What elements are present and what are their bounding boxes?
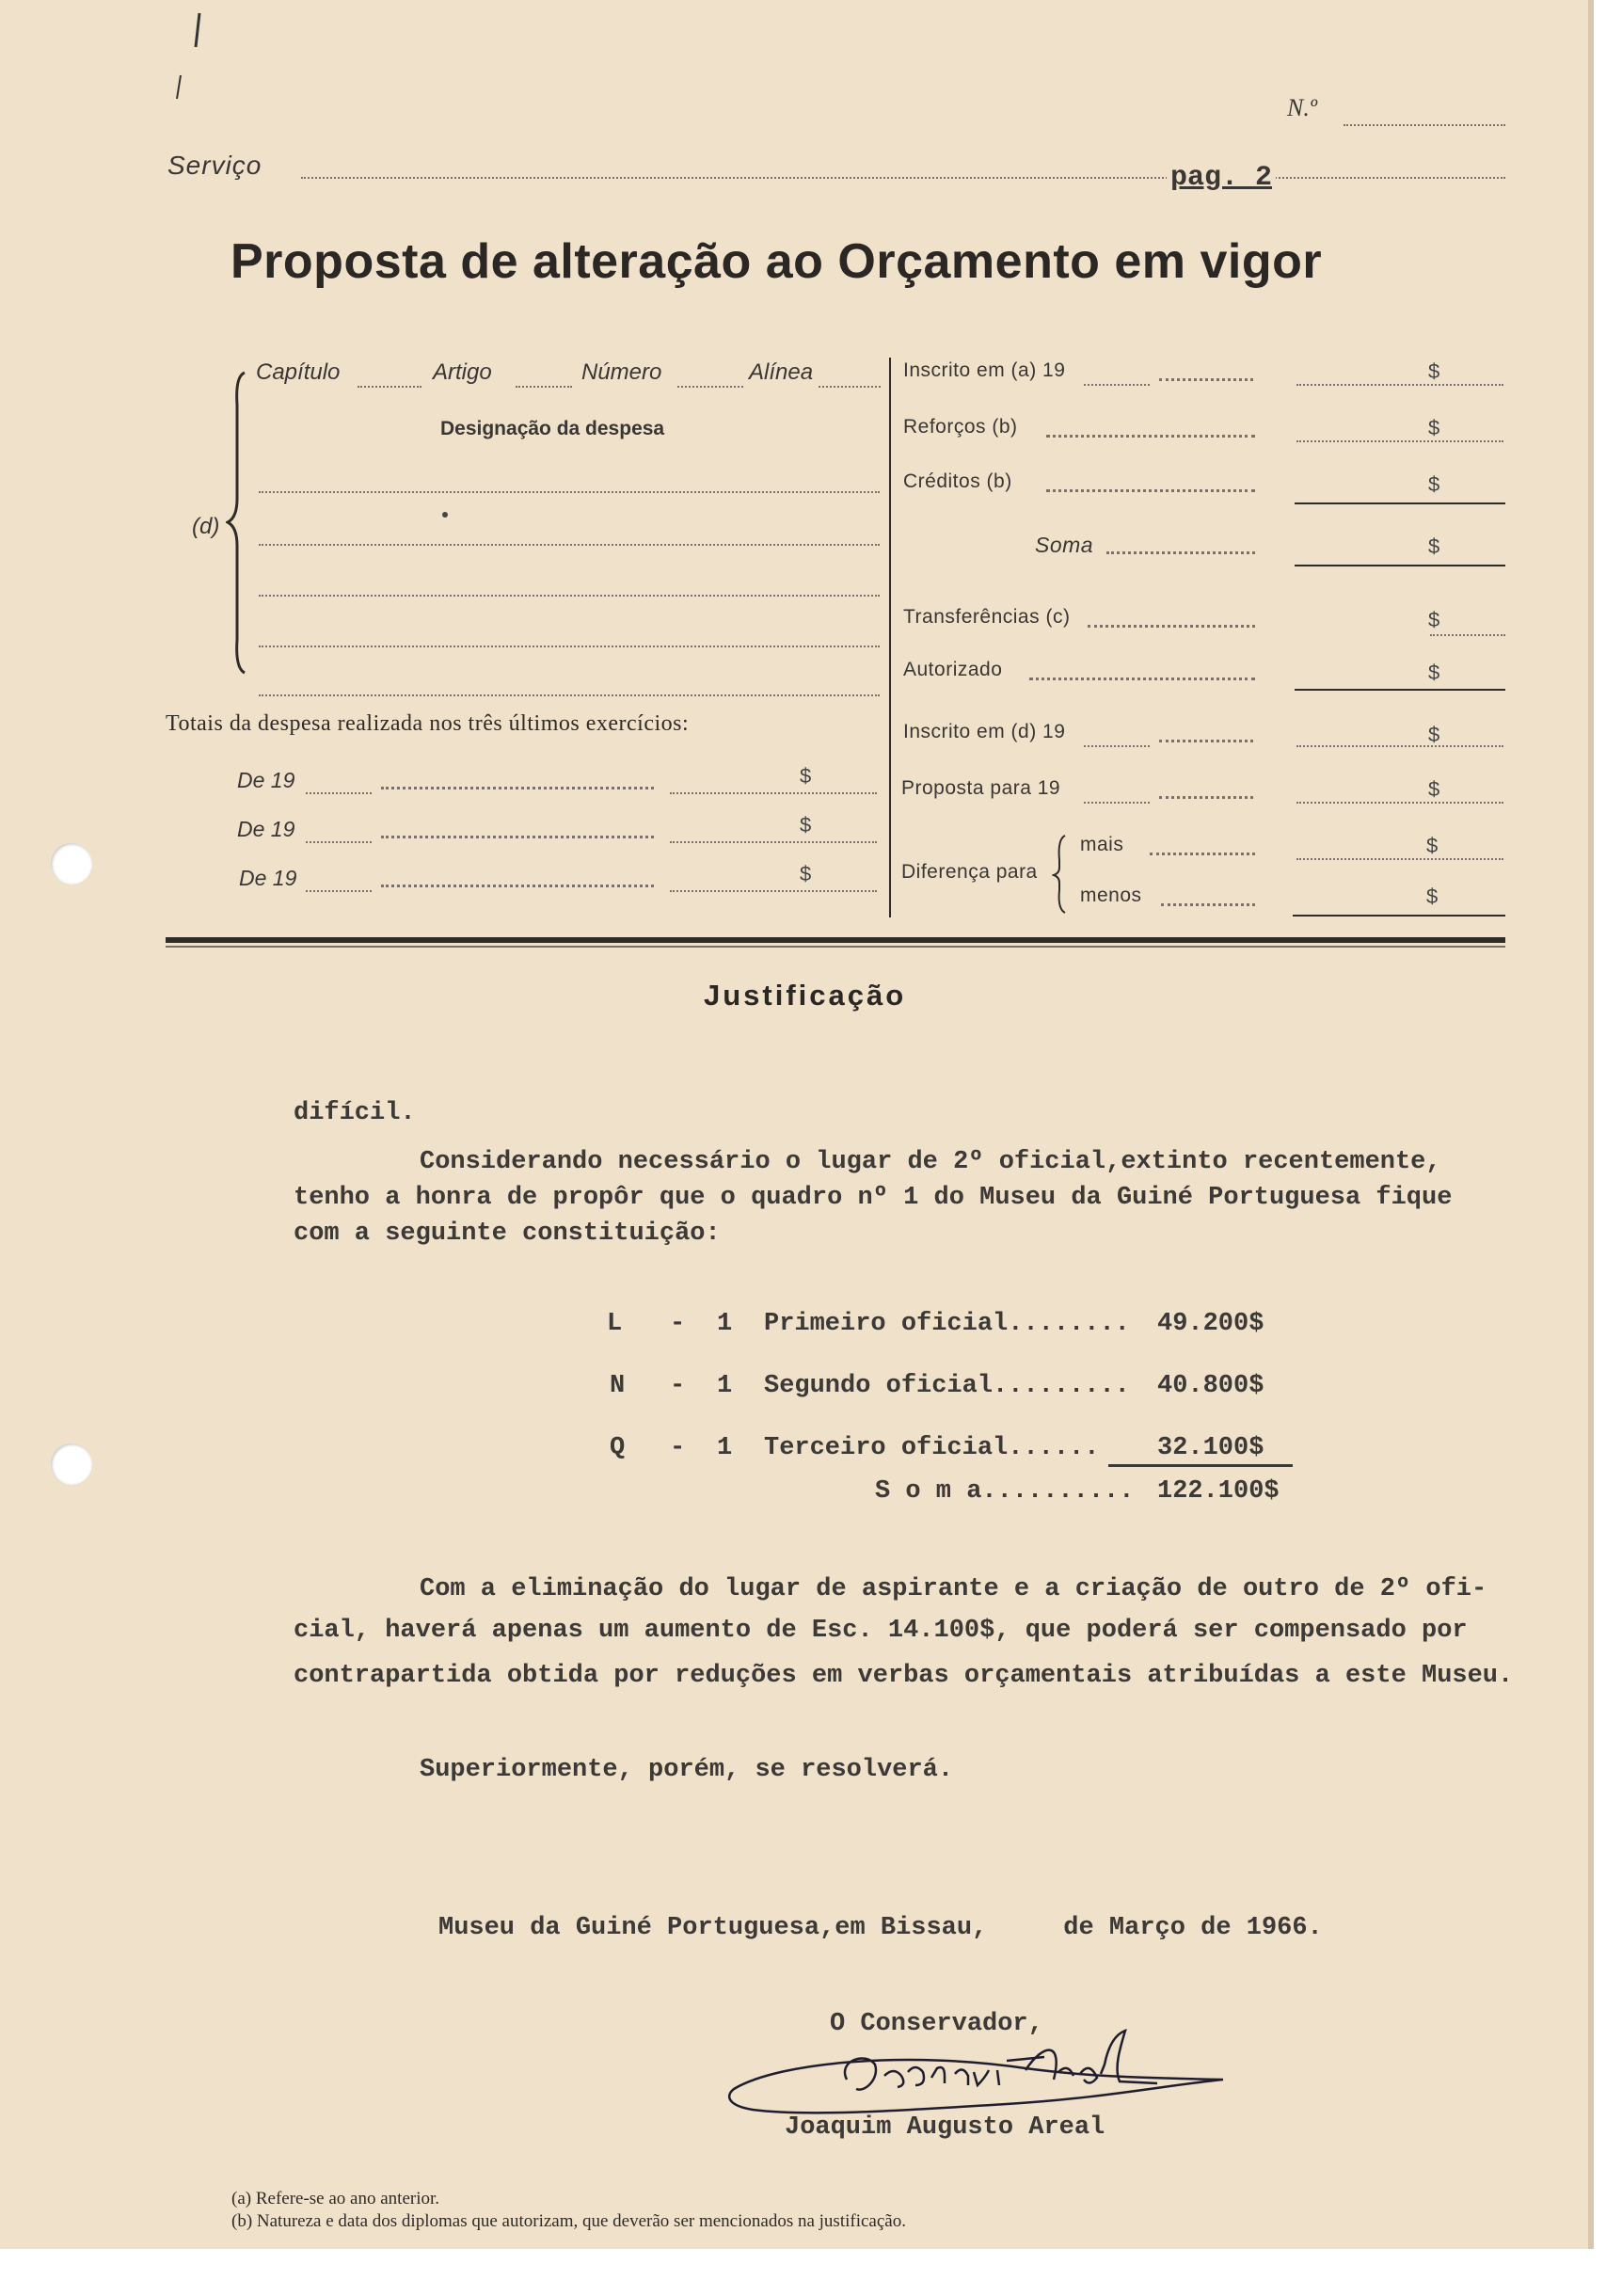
- row-inscrito-a: Inscrito em (a) 19: [903, 359, 1066, 381]
- staff-row-2-label: Segundo oficial.........: [764, 1372, 1130, 1400]
- artigo-label: Artigo: [433, 359, 492, 385]
- row-inscrito-a-leader: [1159, 378, 1253, 381]
- stray-dot: [442, 512, 448, 518]
- sum-underline: [1108, 1464, 1293, 1467]
- signer-name: Joaquim Augusto Areal: [785, 2113, 1105, 2142]
- staff-row-1-qty: 1: [717, 1310, 733, 1338]
- staff-row-3-label: Terceiro oficial......: [764, 1434, 1100, 1462]
- section-separator-thin: [166, 946, 1505, 948]
- row-inscrito-d: Inscrito em (d) 19: [903, 721, 1066, 742]
- row-mais-leader: [1150, 853, 1255, 855]
- artigo-field: [516, 386, 572, 388]
- servico-field: [301, 177, 1505, 179]
- de-row-3-value: [670, 890, 877, 892]
- staff-row-2-value: 40.800$: [1157, 1372, 1264, 1400]
- staff-row-1-label: Primeiro oficial........: [764, 1310, 1130, 1338]
- row-inscrito-d-leader: [1159, 740, 1253, 742]
- row-proposta-year: [1084, 802, 1150, 804]
- servico-label: Serviço: [167, 151, 262, 180]
- footnote-b: (b) Natureza e data dos diplomas que autorizam, que deverão ser mencionados na justificação.: [231, 2211, 906, 2231]
- de-row-1-dollar: $: [800, 764, 812, 788]
- de-row-3-label: De 19: [239, 866, 297, 890]
- staff-row-3-letter: Q: [610, 1434, 626, 1462]
- staff-row-3-qty: 1: [717, 1434, 733, 1462]
- row-menos-rule: [1293, 915, 1505, 917]
- de-row-1-leader: [381, 787, 654, 789]
- numero-col-label: Número: [581, 359, 662, 385]
- section-separator: [166, 937, 1505, 943]
- pen-mark: [160, 9, 207, 104]
- staff-row-1-dash: -: [670, 1310, 686, 1338]
- diferenca-brace: [1052, 832, 1073, 917]
- footnote-a: (a) Refere-se ao ano anterior.: [231, 2189, 440, 2208]
- row-reforcos-dollar: $: [1428, 416, 1440, 439]
- row-creditos: Créditos (b): [903, 470, 1012, 492]
- row-creditos-rule: [1295, 502, 1505, 504]
- row-transferencias: Transferências (c): [903, 606, 1071, 628]
- row-reforcos-leader: [1046, 435, 1255, 438]
- row-proposta-dollar: $: [1428, 777, 1440, 801]
- de-row-1-year: [306, 792, 372, 794]
- row-menos-leader: [1161, 903, 1255, 906]
- row-inscrito-a-value: [1296, 384, 1503, 386]
- numero-label: N.º: [1287, 94, 1317, 121]
- row-autorizado-leader: [1029, 678, 1255, 680]
- row-transferencias-leader: [1088, 625, 1255, 628]
- row-mais: mais: [1080, 834, 1124, 855]
- capitulo-label: Capítulo: [256, 359, 341, 385]
- row-menos: menos: [1080, 885, 1142, 906]
- soma-label: S o m a..........: [875, 1477, 1135, 1506]
- form-title: Proposta de alteração ao Orçamento em vigor: [231, 234, 1323, 289]
- typed-p1-line3: com a seguinte constituição:: [294, 1220, 721, 1248]
- designacao-line-2: [259, 544, 880, 546]
- column-divider: [889, 358, 891, 917]
- de-row-1-value: [670, 792, 877, 794]
- de-row-3-leader: [381, 885, 654, 887]
- numero-col-field: [677, 386, 743, 388]
- row-inscrito-d-dollar: $: [1428, 723, 1440, 746]
- row-mais-value: [1296, 858, 1503, 860]
- de-row-1-label: De 19: [237, 768, 295, 792]
- justificacao-heading: Justificação: [704, 979, 907, 1012]
- staff-row-1-value: 49.200$: [1157, 1310, 1264, 1338]
- staff-row-2-dash: -: [670, 1372, 686, 1400]
- capitulo-field: [358, 386, 421, 388]
- typed-p3: Superiormente, porém, se resolverá.: [420, 1756, 954, 1784]
- de-row-2-leader: [381, 836, 654, 838]
- alinea-field: [819, 386, 881, 388]
- soma-value: 122.100$: [1157, 1477, 1280, 1506]
- row-soma-rule: [1295, 565, 1505, 566]
- typed-p1-line1: Considerando necessário o lugar de 2º oficial,extinto recentemente,: [420, 1148, 1441, 1176]
- row-soma-leader: [1106, 551, 1255, 554]
- row-inscrito-a-year: [1084, 384, 1150, 386]
- binder-hole-2: [51, 1443, 92, 1485]
- row-soma: Soma: [1035, 533, 1094, 557]
- designacao-line-1: [259, 491, 880, 493]
- row-reforcos: Reforços (b): [903, 416, 1018, 438]
- designacao-label: Designação da despesa: [440, 418, 665, 439]
- typed-p2-line1: Com a eliminação do lugar de aspirante e a criação de outro de 2º ofi-: [420, 1575, 1487, 1603]
- row-transferencias-value: [1430, 634, 1505, 636]
- row-autorizado: Autorizado: [903, 659, 1003, 680]
- diferenca-label: Diferença para: [901, 861, 1038, 883]
- staff-row-2-qty: 1: [717, 1372, 733, 1400]
- de-row-2-value: [670, 841, 877, 843]
- row-proposta-value: [1296, 802, 1503, 804]
- row-inscrito-a-dollar: $: [1428, 359, 1440, 383]
- de-row-2-year: [306, 841, 372, 843]
- row-autorizado-rule: [1295, 689, 1505, 691]
- typed-p2-line3: contrapartida obtida por reduções em verbas orçamentais atribuídas a este Museu.: [294, 1662, 1514, 1690]
- de-row-2-label: De 19: [237, 817, 295, 841]
- row-proposta: Proposta para 19: [901, 777, 1061, 799]
- row-creditos-dollar: $: [1428, 472, 1440, 496]
- row-autorizado-dollar: $: [1428, 661, 1440, 684]
- alinea-label: Alínea: [749, 359, 814, 385]
- place-date: Museu da Guiné Portuguesa,em Bissau, de Março de 1966.: [438, 1914, 1323, 1942]
- staff-row-3-value: 32.100$: [1157, 1434, 1264, 1462]
- staff-row-3-dash: -: [670, 1434, 686, 1462]
- row-inscrito-d-value: [1296, 745, 1503, 747]
- page-mark: pag. 2: [1167, 162, 1276, 194]
- row-mais-dollar: $: [1426, 834, 1439, 857]
- designacao-line-5: [259, 694, 880, 696]
- designacao-line-3: [259, 595, 880, 597]
- typed-line-0: difícil.: [294, 1099, 416, 1127]
- staff-row-2-letter: N: [610, 1372, 626, 1400]
- row-menos-dollar: $: [1426, 885, 1439, 908]
- de-row-3-year: [306, 890, 372, 892]
- staff-row-1-letter: L: [607, 1310, 623, 1338]
- signer-title: O Conservador,: [830, 2010, 1043, 2038]
- row-reforcos-value: [1296, 440, 1503, 442]
- designacao-line-4: [259, 646, 880, 647]
- totais-label: Totais da despesa realizada nos três últimos exercícios:: [166, 711, 690, 736]
- row-inscrito-d-year: [1084, 745, 1150, 747]
- row-creditos-leader: [1046, 489, 1255, 492]
- numero-field: [1344, 124, 1505, 126]
- row-transferencias-dollar: $: [1428, 608, 1440, 631]
- typed-p2-line2: cial, haverá apenas um aumento de Esc. 14.100$, que poderá ser compensado por: [294, 1617, 1468, 1645]
- row-soma-dollar: $: [1428, 534, 1440, 558]
- de-row-2-dollar: $: [800, 813, 812, 837]
- left-brace: [226, 367, 263, 678]
- row-proposta-leader: [1159, 796, 1253, 799]
- de-row-3-dollar: $: [800, 862, 812, 885]
- typed-p1-line2: tenho a honra de propôr que o quadro nº 1 do Museu da Guiné Portuguesa fique: [294, 1184, 1453, 1212]
- d-marker: (d): [192, 514, 220, 539]
- binder-hole-1: [51, 843, 92, 885]
